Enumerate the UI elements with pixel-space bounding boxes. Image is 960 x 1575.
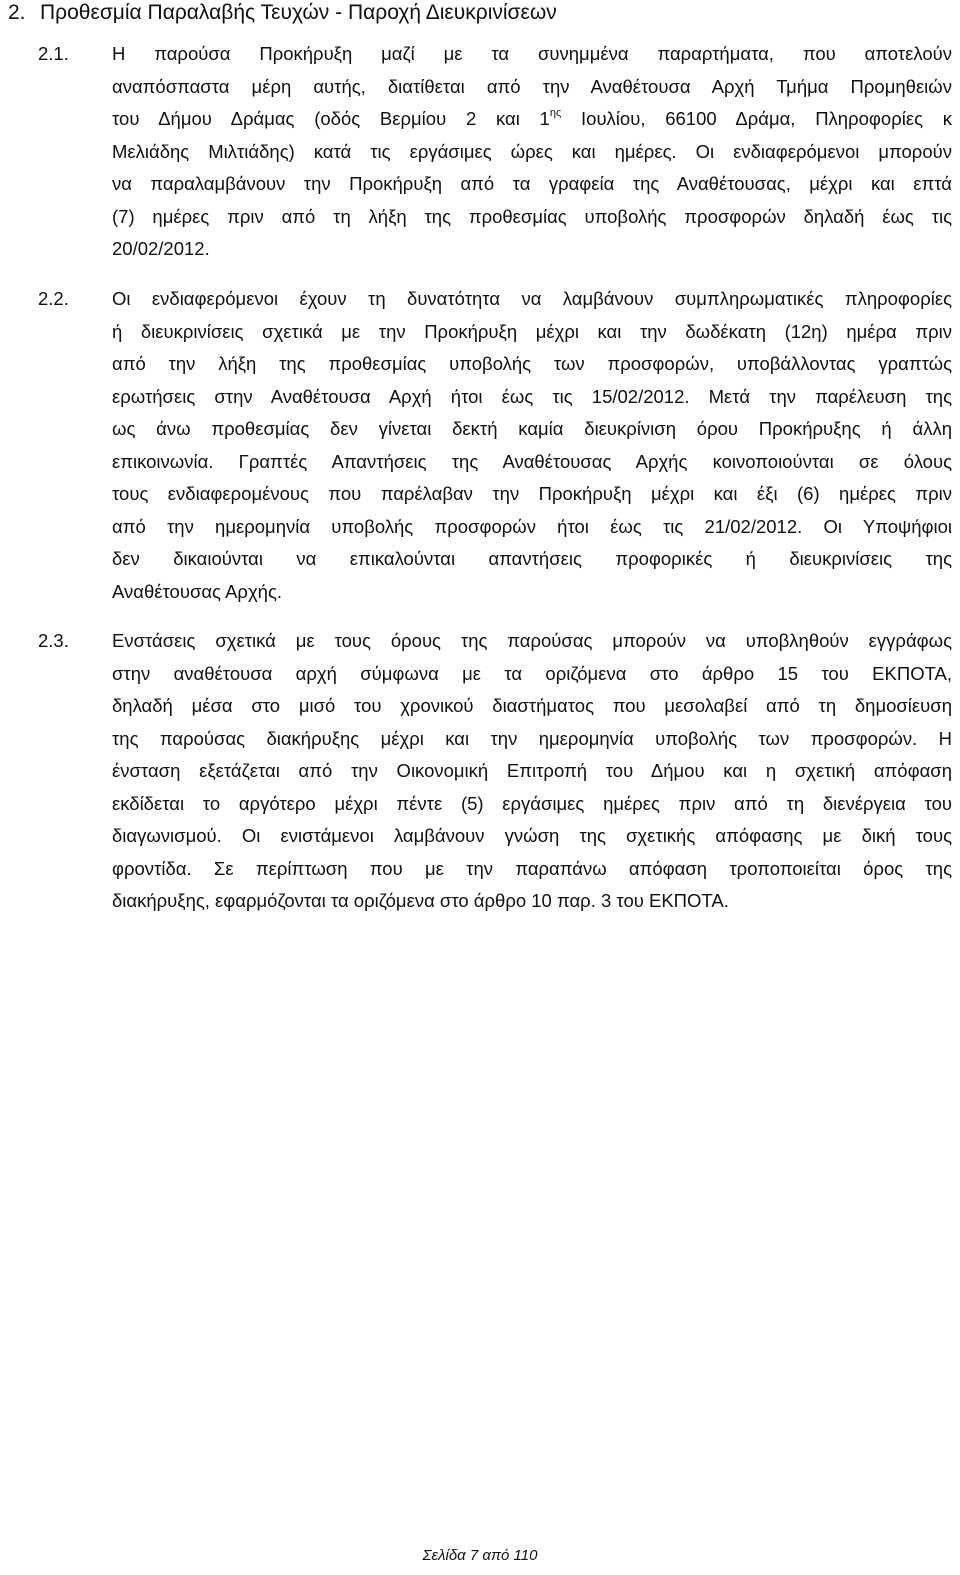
text-line: να παραλαμβάνουν την Προκήρυξη από τα γραφεία της Αναθέτουσας, μέχρι και επτά (112, 173, 952, 194)
section-heading (8, 0, 557, 26)
paragraph-2-2 (38, 283, 952, 608)
text-line: διαγωνισμού. Οι ενιστάμενοι λαμβάνουν γνώση της σχετικής απόφασης με δική τους (112, 825, 952, 846)
text-line: διακήρυξης, εφαρμόζονται τα οριζόμενα στο άρθρο 10 παρ. 3 του ΕΚΠΟΤΑ. (112, 890, 729, 911)
text-line: Ενστάσεις σχετικά με τους όρους της παρούσας μπορούν να υποβληθούν εγγράφως (112, 630, 952, 651)
paragraph-number: 2.1. (38, 43, 69, 64)
text-line: επικοινωνία. Γραπτές Απαντήσεις της Αναθέτουσας Αρχής κοινοποιούνται σε όλους (112, 450, 952, 472)
text-line: Η παρούσα Προκήρυξη μαζί με τα συνημμένα παραρτήματα, που αποτελούν (112, 43, 952, 64)
text-line (112, 103, 952, 136)
text-line: δηλαδή μέσα στο μισό του χρονικού διαστήματος που μεσολαβεί από τη δημοσίευση (112, 695, 952, 716)
text-line: Μελιάδης Μιλτιάδης) κατά τις εργάσιμες ώρες και ημέρες. Οι ενδιαφερόμενοι μπορούν (112, 140, 952, 162)
text-line: ερωτήσεις στην Αναθέτουσα Αρχή ήτοι έως τις 15/02/2012. Μετά την παρέλευση της (112, 385, 952, 407)
paragraph-body (112, 38, 952, 266)
paragraph-body (112, 625, 952, 918)
text-line: ως άνω προθεσμίας δεν γίνεται δεκτή καμία διευκρίνιση όρου Προκήρυξης ή άλλη (112, 418, 952, 439)
paragraph-2-3 (38, 625, 952, 918)
text-line: φροντίδα. Σε περίπτωση που με την παραπάνω απόφαση τροποποιείται όρος της (112, 857, 952, 879)
text-line: Αναθέτουσας Αρχής. (112, 580, 283, 602)
text-line: ένσταση εξετάζεται από την Οικονομική Επιτροπή του Δήμου και η σχετική απόφαση (112, 760, 952, 781)
text-line-part: Ιουλίου, 66100 Δράμα, Πληροφορίες κ (561, 108, 952, 129)
text-line: από την λήξη της προθεσμίας υποβολής των προσφορών, υποβάλλοντας γραπτώς (112, 353, 952, 374)
text-line: Οι ενδιαφερόμενοι έχουν τη δυνατότητα να λαμβάνουν συμπληρωματικές πληροφορίες (112, 288, 952, 309)
paragraph-number: 2.2. (38, 288, 69, 309)
text-line: εκδίδεται το αργότερο μέχρι πέντε (5) εργάσιμες ημέρες πριν από τη διενέργεια του (112, 792, 952, 814)
heading-number: 2. (8, 1, 26, 24)
text-line: αναπόσπαστα μέρη αυτής, διατίθεται από την Αναθέτουσα Αρχή Τμήμα Προμηθειών (112, 75, 952, 97)
paragraph-2-1 (38, 38, 952, 266)
page-footer: Σελίδα 7 από 110 (422, 1547, 538, 1564)
paragraph-number: 2.3. (38, 630, 69, 651)
paragraph-body (112, 283, 952, 608)
text-line: από την ημερομηνία υποβολής προσφορών ήτοι έως τις 21/02/2012. Οι Υποψήφιοι (112, 515, 952, 537)
ordinal-superscript: ης (549, 107, 562, 119)
heading-title: Προθεσμία Παραλαβής Τευχών - Παροχή Διευκρινίσεων (40, 1, 557, 24)
text-line: δεν δικαιούνται να επικαλούνται απαντήσεις προφορικές ή διευκρινίσεις της (112, 548, 952, 569)
text-line: στην αναθέτουσα αρχή σύμφωνα με τα οριζόμενα στο άρθρο 15 του ΕΚΠΟΤΑ, (112, 662, 952, 684)
text-line: τους ενδιαφερομένους που παρέλαβαν την Προκήρυξη μέχρι και έξι (6) ημέρες πριν (112, 483, 952, 504)
text-line: (7) ημέρες πριν από τη λήξη της προθεσμίας υποβολής προσφορών δηλαδή έως τις (112, 205, 952, 227)
text-line: 20/02/2012. (112, 238, 210, 259)
text-line: της παρούσας διακήρυξης μέχρι και την ημερομηνία υποβολής των προσφορών. Η (112, 727, 952, 749)
text-line: ή διευκρινίσεις σχετικά με την Προκήρυξη μέχρι και την δωδέκατη (12η) ημέρα πριν (112, 320, 952, 342)
text-line-part: του Δήμου Δράμας (οδός Βερμίου 2 και 1 (112, 108, 550, 129)
